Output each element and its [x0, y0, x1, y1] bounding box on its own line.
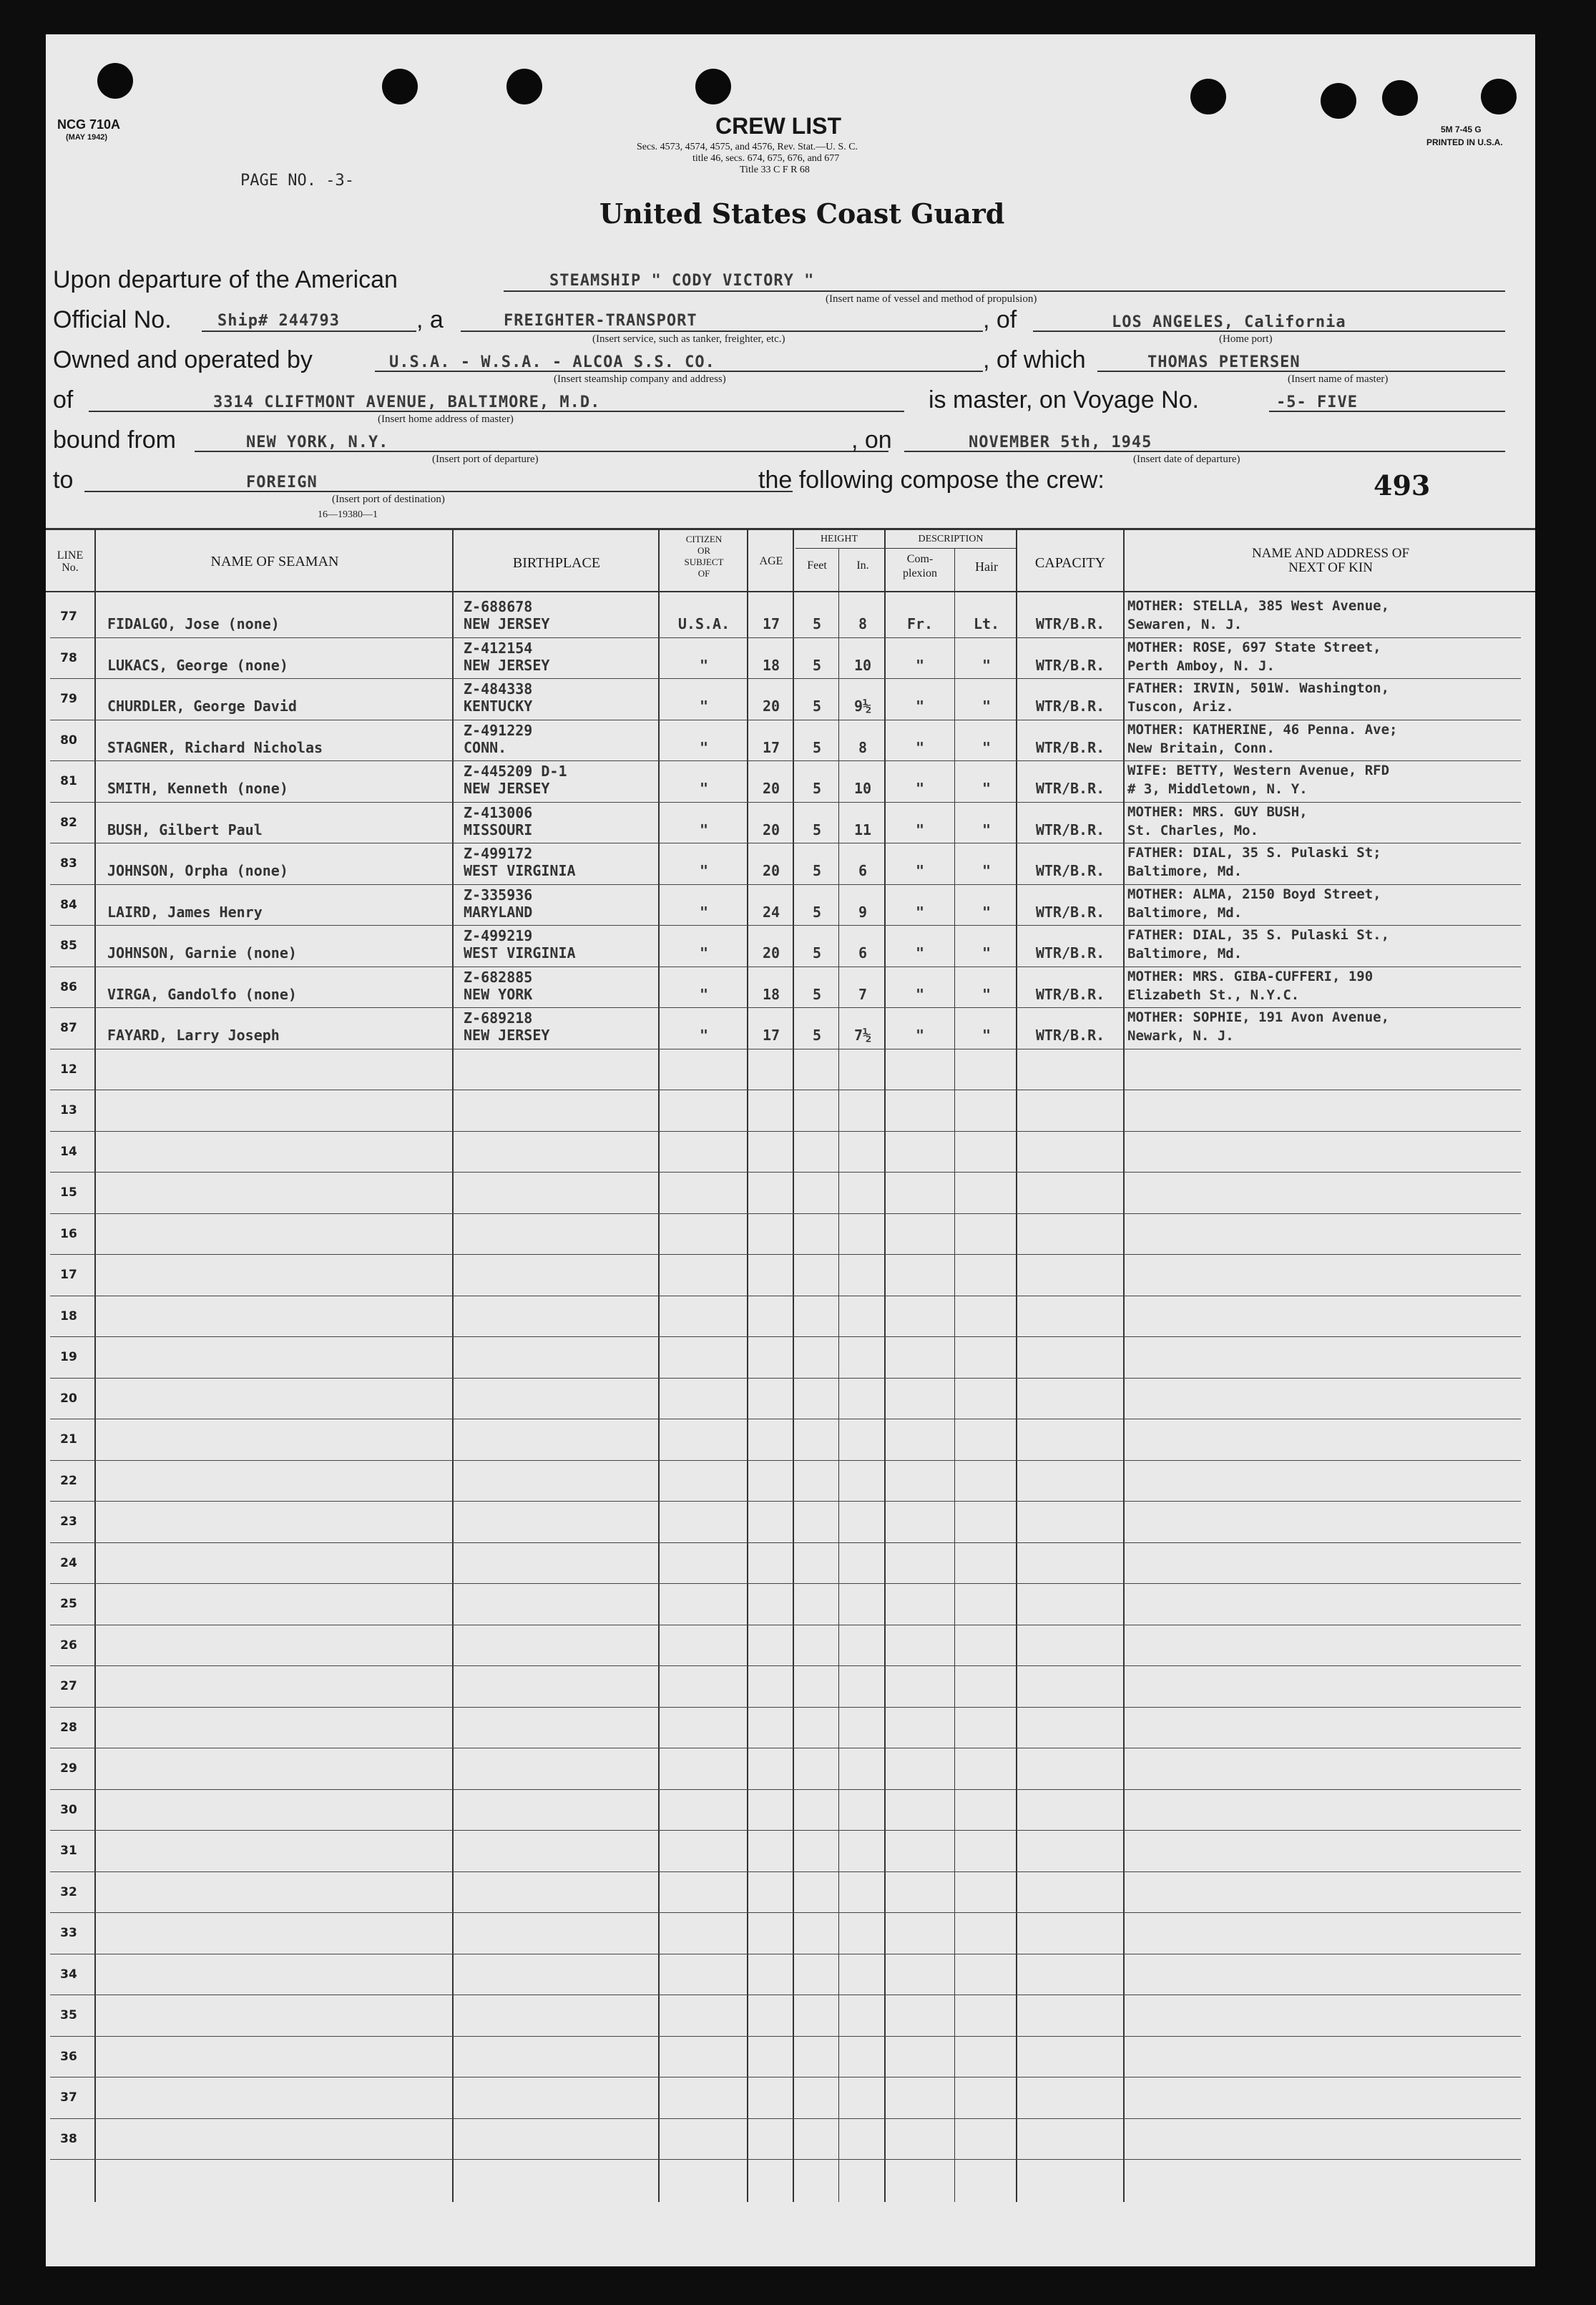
seaman-capacity: WTR/B.R. [1035, 985, 1105, 1003]
line-number: 29 [60, 1761, 77, 1776]
next-of-kin-line2: Baltimore, Md. [1127, 946, 1243, 961]
seaman-complexion: " [915, 985, 925, 1003]
punch-hole [1190, 79, 1226, 114]
departure-port-value: NEW YORK, N.Y. [246, 434, 389, 451]
owner-hint: (Insert steamship company and address) [554, 373, 726, 385]
seaman-age: 18 [762, 656, 780, 674]
seaman-age: 17 [762, 615, 780, 632]
line-number: 17 [60, 1268, 77, 1282]
voyage-value: -5- FIVE [1276, 393, 1358, 411]
line-number: 13 [60, 1103, 77, 1117]
seaman-height-feet: 5 [812, 615, 822, 632]
seaman-citizen: " [699, 944, 709, 961]
seaman-capacity: WTR/B.R. [1035, 862, 1105, 879]
of-label-2: of [53, 386, 74, 413]
seaman-height-inches: 9½ [853, 698, 872, 715]
punch-hole [1481, 79, 1517, 114]
line-number: 22 [60, 1473, 77, 1488]
line-number: 32 [60, 1884, 77, 1899]
seaman-name: STAGNER, Richard Nicholas [107, 738, 323, 756]
punch-hole [506, 69, 542, 104]
seaman-citizen: " [699, 656, 709, 674]
seaman-citizen: " [699, 862, 709, 879]
seaman-height-inches: 8 [858, 738, 868, 756]
row-rule [50, 1501, 1521, 1502]
compose-label: the following compose the crew: [758, 466, 1105, 494]
line-number: 81 [60, 774, 77, 788]
seaman-birthplace: KENTUCKY [464, 698, 533, 715]
seaman-age: 20 [762, 821, 780, 838]
next-of-kin-line2: # 3, Middletown, N. Y. [1127, 781, 1308, 797]
seaman-hair: " [981, 698, 992, 715]
seaman-complexion: " [915, 780, 925, 797]
seaman-birthplace: NEW JERSEY [464, 656, 550, 674]
departure-label: Upon departure of the American [53, 266, 398, 293]
seaman-capacity: WTR/B.R. [1035, 821, 1105, 838]
seaman-hair: " [981, 944, 992, 961]
line-number: 31 [60, 1844, 77, 1858]
form-number: NCG 710A [57, 117, 121, 132]
seaman-z-number: Z-491229 [464, 721, 533, 739]
header-inches: In. [856, 559, 869, 572]
next-of-kin-line2: Perth Amboy, N. J. [1127, 657, 1275, 674]
home-port-value: LOS ANGELES, California [1112, 313, 1346, 331]
next-of-kin-line1: MOTHER: MRS. GIBA-CUFFERI, 190 [1127, 968, 1374, 984]
seaman-capacity: WTR/B.R. [1035, 615, 1105, 632]
next-of-kin-line2: Elizabeth St., N.Y.C. [1127, 987, 1300, 1003]
next-of-kin-line2: Sewaren, N. J. [1127, 617, 1243, 632]
seaman-hair: " [981, 862, 992, 879]
seaman-height-feet: 5 [812, 698, 822, 715]
row-rule [50, 1542, 1521, 1543]
next-of-kin-line1: MOTHER: MRS. GUY BUSH, [1127, 803, 1308, 820]
row-rule [50, 884, 1521, 885]
form-title: CREW LIST [715, 113, 841, 139]
seaman-name: CHURDLER, George David [107, 698, 297, 715]
seaman-name: LAIRD, James Henry [107, 903, 263, 921]
next-of-kin-line2: St. Charles, Mo. [1127, 822, 1259, 838]
voyage-label: is master, on Voyage No. [929, 386, 1199, 413]
of-label: , of [983, 306, 1017, 333]
row-rule [50, 925, 1521, 926]
seaman-name: JOHNSON, Garnie (none) [107, 944, 297, 961]
next-of-kin-line1: MOTHER: SOPHIE, 191 Avon Avenue, [1127, 1009, 1390, 1025]
line-number: 38 [60, 2131, 77, 2146]
statute-line-2: title 46, secs. 674, 675, 676, and 677 [692, 153, 840, 164]
seaman-citizen: " [699, 1027, 709, 1044]
next-of-kin-line2: New Britain, Conn. [1127, 740, 1275, 756]
seaman-age: 17 [762, 1027, 780, 1044]
seaman-age: 20 [762, 698, 780, 715]
seaman-z-number: Z-445209 D-1 [464, 763, 567, 780]
seaman-hair: " [981, 903, 992, 921]
seaman-height-feet: 5 [812, 738, 822, 756]
header-description: DESCRIPTION [918, 534, 984, 544]
line-number: 84 [60, 897, 77, 912]
row-rule [50, 1131, 1521, 1132]
row-rule [50, 760, 1521, 761]
seaman-z-number: Z-499219 [464, 927, 533, 944]
next-of-kin-line2: Baltimore, Md. [1127, 863, 1243, 879]
line-number: 33 [60, 1926, 77, 1940]
seaman-age: 24 [762, 903, 780, 921]
seaman-hair: Lt. [973, 615, 1000, 632]
seaman-z-number: Z-412154 [464, 639, 533, 657]
owned-label: Owned and operated by [53, 346, 313, 373]
printing-code: 5M 7-45 G [1441, 124, 1482, 134]
row-rule [50, 678, 1521, 679]
row-rule [50, 1254, 1521, 1255]
row-rule [50, 1830, 1521, 1831]
line-number: 25 [60, 1597, 77, 1611]
row-rule [50, 1912, 1521, 1913]
line-number: 79 [60, 692, 77, 706]
seaman-complexion: " [915, 944, 925, 961]
line-number: 16 [60, 1226, 77, 1241]
row-rule [50, 1789, 1521, 1790]
punch-hole [1382, 80, 1418, 116]
seaman-name: JOHNSON, Orpha (none) [107, 862, 288, 879]
seaman-complexion: " [915, 1027, 925, 1044]
seaman-birthplace: WEST VIRGINIA [464, 862, 576, 879]
row-rule [50, 1460, 1521, 1461]
row-rule [50, 2159, 1521, 2160]
seaman-age: 20 [762, 944, 780, 961]
official-number-value: Ship# 244793 [217, 312, 340, 330]
seaman-z-number: Z-413006 [464, 803, 533, 821]
a-label: , a [416, 306, 444, 333]
seaman-height-inches: 10 [853, 656, 872, 674]
row-rule [50, 1172, 1521, 1173]
line-number: 19 [60, 1350, 77, 1364]
seaman-z-number: Z-688678 [464, 598, 533, 615]
seaman-height-feet: 5 [812, 1027, 822, 1044]
seaman-z-number: Z-499172 [464, 845, 533, 862]
row-rule [50, 1213, 1521, 1214]
seaman-name: FIDALGO, Jose (none) [107, 615, 280, 632]
next-of-kin-line2: Newark, N. J. [1127, 1028, 1234, 1044]
line-number: 23 [60, 1514, 77, 1529]
seaman-birthplace: NEW JERSEY [464, 615, 550, 632]
seaman-birthplace: MISSOURI [464, 821, 533, 838]
seaman-capacity: WTR/B.R. [1035, 1027, 1105, 1044]
printed-in: PRINTED IN U.S.A. [1426, 137, 1503, 147]
seaman-z-number: Z-689218 [464, 1009, 533, 1027]
line-number: 14 [60, 1144, 77, 1159]
seaman-name: FAYARD, Larry Joseph [107, 1027, 280, 1044]
seaman-hair: " [981, 738, 992, 756]
header-birthplace: BIRTHPLACE [512, 555, 601, 571]
row-rule [50, 1707, 1521, 1708]
crew-list-form [46, 34, 1535, 2266]
seaman-height-inches: 8 [858, 615, 868, 632]
line-number: 34 [60, 1967, 77, 1982]
vessel-name-value: STEAMSHIP " CODY VICTORY " [549, 272, 815, 290]
header-age: AGE [759, 555, 783, 567]
to-label: to [53, 466, 74, 494]
line-number: 20 [60, 1391, 77, 1406]
seaman-complexion: " [915, 698, 925, 715]
header-height: HEIGHT [820, 534, 858, 544]
line-number: 82 [60, 815, 77, 830]
seaman-height-inches: 10 [853, 780, 872, 797]
page-number: PAGE NO. -3- [240, 172, 354, 190]
seaman-citizen: " [699, 903, 709, 921]
line-number: 12 [60, 1062, 77, 1077]
row-rule [50, 637, 1521, 638]
departure-port-hint: (Insert port of departure) [432, 454, 539, 465]
seaman-birthplace: NEW YORK [464, 985, 533, 1003]
statute-line-3: Title 33 C F R 68 [740, 165, 810, 175]
punch-hole [97, 63, 133, 99]
seaman-height-feet: 5 [812, 780, 822, 797]
agency-title: United States Coast Guard [599, 197, 1005, 230]
line-number: 80 [60, 733, 77, 748]
next-of-kin-line1: WIFE: BETTY, Western Avenue, RFD [1127, 763, 1390, 778]
seaman-z-number: Z-335936 [464, 886, 533, 904]
line-number: 27 [60, 1679, 77, 1693]
seaman-name: LUKACS, George (none) [107, 656, 288, 674]
seaman-height-inches: 6 [858, 944, 868, 961]
master-address-hint: (Insert home address of master) [378, 413, 514, 425]
seaman-height-inches: 7½ [853, 1027, 872, 1044]
header-citizen: CITIZEN OR SUBJECT OF [684, 534, 724, 579]
seaman-height-feet: 5 [812, 985, 822, 1003]
gpo-code: 16—19380—1 [318, 509, 378, 520]
seaman-height-inches: 9 [858, 903, 868, 921]
header-capacity: CAPACITY [1034, 555, 1106, 571]
seaman-z-number: Z-484338 [464, 680, 533, 698]
seaman-birthplace: NEW JERSEY [464, 780, 550, 797]
header-line-no: LINE No. [57, 549, 84, 574]
service-value: FREIGHTER-TRANSPORT [504, 312, 697, 330]
stamp-number: 493 [1374, 469, 1431, 501]
row-rule [50, 1583, 1521, 1584]
seaman-citizen: " [699, 985, 709, 1003]
home-port-hint: (Home port) [1219, 333, 1273, 345]
punch-hole [382, 69, 418, 104]
seaman-capacity: WTR/B.R. [1035, 738, 1105, 756]
destination-value: FOREIGN [246, 474, 318, 491]
header-complexion: Com- plexion [903, 553, 937, 579]
seaman-complexion: " [915, 903, 925, 921]
form-date: (MAY 1942) [66, 133, 108, 142]
seaman-citizen: U.S.A. [677, 615, 730, 632]
row-rule [50, 2036, 1521, 2037]
seaman-birthplace: WEST VIRGINIA [464, 944, 576, 961]
master-address-value: 3314 CLIFTMONT AVENUE, BALTIMORE, M.D. [213, 393, 601, 411]
row-rule [50, 966, 1521, 967]
statute-line-1: Secs. 4573, 4574, 4575, and 4576, Rev. Stat.—U. S. C. [637, 142, 858, 152]
line-number: 85 [60, 939, 77, 953]
seaman-citizen: " [699, 821, 709, 838]
seaman-capacity: WTR/B.R. [1035, 903, 1105, 921]
seaman-capacity: WTR/B.R. [1035, 944, 1105, 961]
next-of-kin-line1: MOTHER: STELLA, 385 West Avenue, [1127, 598, 1390, 614]
seaman-complexion: " [915, 656, 925, 674]
seaman-height-feet: 5 [812, 944, 822, 961]
next-of-kin-line1: FATHER: DIAL, 35 S. Pulaski St; [1127, 845, 1381, 861]
line-number: 86 [60, 979, 77, 994]
line-number: 21 [60, 1432, 77, 1447]
seaman-citizen: " [699, 698, 709, 715]
seaman-age: 20 [762, 780, 780, 797]
official-number-label: Official No. [53, 306, 172, 333]
seaman-citizen: " [699, 780, 709, 797]
row-rule [50, 1336, 1521, 1337]
header-next-of-kin: NAME AND ADDRESS OF NEXT OF KIN [1251, 546, 1410, 575]
next-of-kin-line2: Baltimore, Md. [1127, 904, 1243, 921]
seaman-capacity: WTR/B.R. [1035, 656, 1105, 674]
punch-hole [1321, 83, 1356, 119]
row-rule [50, 2118, 1521, 2119]
line-number: 37 [60, 2090, 77, 2105]
seaman-height-inches: 7 [858, 985, 868, 1003]
of-which-label: , of which [983, 346, 1086, 373]
seaman-hair: " [981, 1027, 992, 1044]
seaman-height-feet: 5 [812, 656, 822, 674]
seaman-complexion: " [915, 821, 925, 838]
bound-from-label: bound from [53, 426, 176, 454]
seaman-name: BUSH, Gilbert Paul [107, 821, 263, 838]
seaman-birthplace: MARYLAND [464, 903, 533, 921]
row-rule [50, 802, 1521, 803]
seaman-citizen: " [699, 738, 709, 756]
owner-value: U.S.A. - W.S.A. - ALCOA S.S. CO. [389, 353, 715, 371]
line-number: 28 [60, 1720, 77, 1735]
seaman-height-feet: 5 [812, 862, 822, 879]
departure-date-value: NOVEMBER 5th, 1945 [969, 434, 1152, 451]
next-of-kin-line1: MOTHER: ROSE, 697 State Street, [1127, 639, 1381, 655]
seaman-birthplace: CONN. [464, 738, 507, 756]
seaman-age: 18 [762, 985, 780, 1003]
destination-hint: (Insert port of destination) [332, 494, 445, 505]
line-number: 35 [60, 2008, 77, 2022]
on-label: , on [851, 426, 892, 454]
line-number: 24 [60, 1555, 77, 1570]
row-rule [50, 2077, 1521, 2078]
line-number: 77 [60, 610, 77, 624]
seaman-name: SMITH, Kenneth (none) [107, 780, 288, 797]
seaman-capacity: WTR/B.R. [1035, 780, 1105, 797]
seaman-height-feet: 5 [812, 903, 822, 921]
line-number: 83 [60, 856, 77, 871]
service-hint: (Insert service, such as tanker, freighter, etc.) [592, 333, 785, 345]
seaman-hair: " [981, 985, 992, 1003]
next-of-kin-line1: FATHER: IRVIN, 501W. Washington, [1127, 680, 1390, 696]
seaman-capacity: WTR/B.R. [1035, 698, 1105, 715]
seaman-hair: " [981, 656, 992, 674]
row-rule [50, 1871, 1521, 1872]
line-number: 30 [60, 1802, 77, 1817]
line-number: 78 [60, 650, 77, 665]
seaman-age: 20 [762, 862, 780, 879]
header-name: NAME OF SEAMAN [210, 554, 339, 569]
seaman-height-inches: 6 [858, 862, 868, 879]
row-rule [50, 1665, 1521, 1666]
next-of-kin-line1: MOTHER: ALMA, 2150 Boyd Street, [1127, 886, 1381, 902]
row-rule [50, 1007, 1521, 1008]
master-name-hint: (Insert name of master) [1288, 373, 1389, 385]
row-rule [50, 1378, 1521, 1379]
next-of-kin-line1: FATHER: DIAL, 35 S. Pulaski St., [1127, 927, 1390, 943]
seaman-name: VIRGA, Gandolfo (none) [107, 985, 297, 1003]
header-hair: Hair [975, 559, 998, 574]
departure-date-hint: (Insert date of departure) [1133, 454, 1240, 465]
seaman-complexion: " [915, 738, 925, 756]
seaman-height-inches: 11 [853, 821, 872, 838]
seaman-complexion: " [915, 862, 925, 879]
seaman-complexion: Fr. [906, 615, 934, 632]
seaman-birthplace: NEW JERSEY [464, 1027, 550, 1044]
vessel-hint: (Insert name of vessel and method of propulsion) [826, 293, 1037, 305]
header-feet: Feet [807, 559, 827, 572]
next-of-kin-line1: MOTHER: KATHERINE, 46 Penna. Ave; [1127, 721, 1398, 738]
seaman-age: 17 [762, 738, 780, 756]
seaman-hair: " [981, 780, 992, 797]
master-name-value: THOMAS PETERSEN [1147, 353, 1301, 371]
seaman-hair: " [981, 821, 992, 838]
seaman-height-feet: 5 [812, 821, 822, 838]
seaman-z-number: Z-682885 [464, 968, 533, 986]
line-number: 18 [60, 1308, 77, 1323]
line-number: 15 [60, 1185, 77, 1200]
punch-hole [695, 69, 731, 104]
line-number: 36 [60, 2049, 77, 2064]
line-number: 87 [60, 1021, 77, 1035]
next-of-kin-line2: Tuscon, Ariz. [1127, 699, 1234, 715]
line-number: 26 [60, 1638, 77, 1653]
